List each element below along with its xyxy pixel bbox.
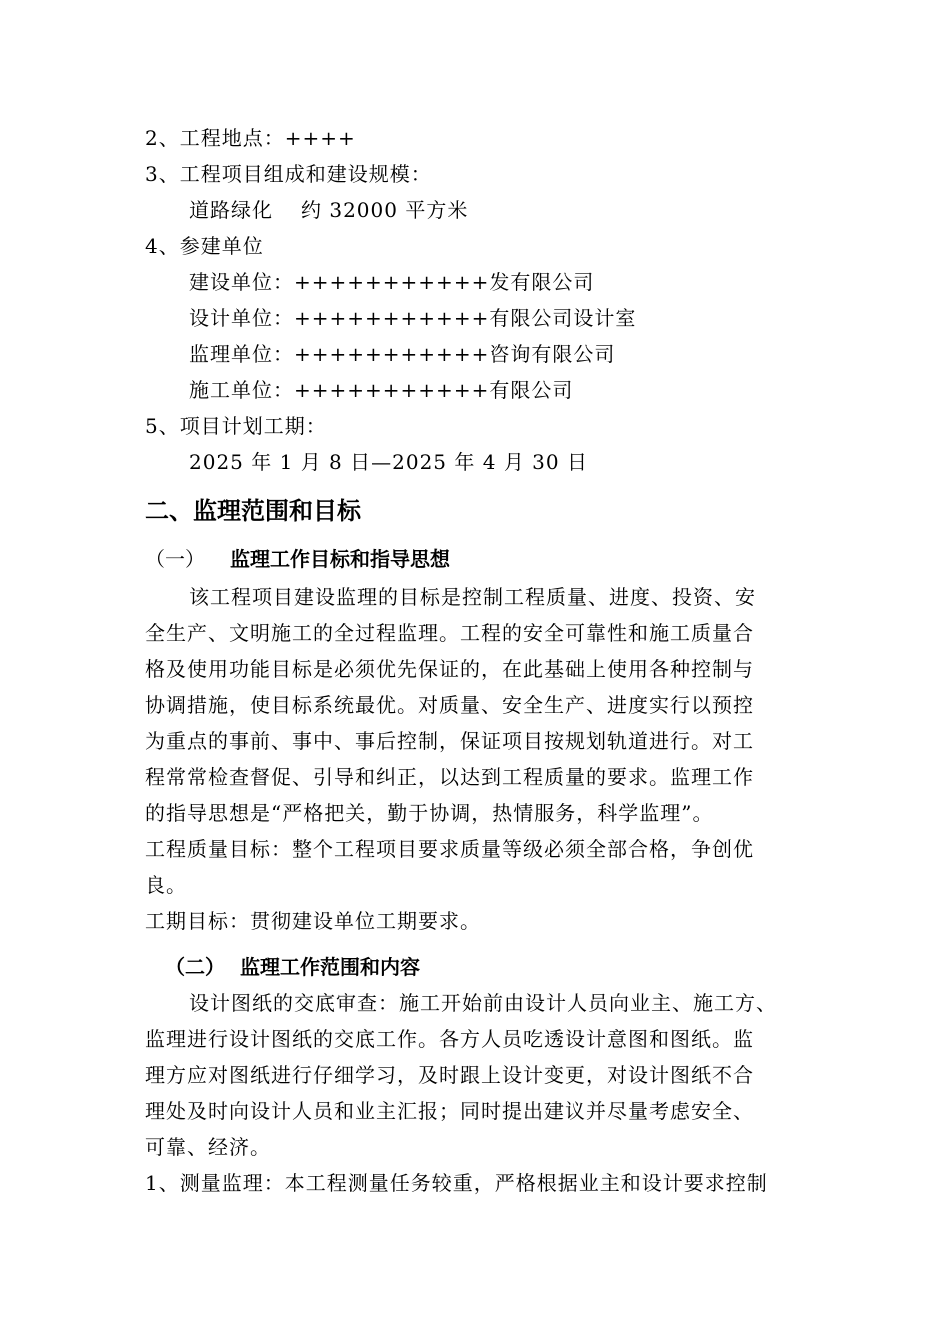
paragraph-line: 理处及时向设计人员和业主汇报；同时提出建议并尽量考虑安全、 — [145, 1099, 754, 1123]
subsection-marker-1: （一） — [145, 547, 205, 571]
paragraph-line: 的指导思想是“严格把关，勤于协调，热情服务，科学监理”。 — [145, 801, 714, 825]
scope-paragraph — [145, 990, 835, 1206]
paragraph-line: 全生产、文明施工的全过程监理。工程的安全可靠性和施工质量合 — [145, 621, 754, 645]
scale-item: 道路绿化 — [189, 198, 273, 222]
scale-value: 约 32000 平方米 — [301, 198, 469, 222]
project-location: 2、工程地点：++++ — [145, 126, 356, 150]
subsection-marker-2: （二） — [165, 955, 225, 979]
parties-title: 4、参建单位 — [145, 234, 264, 258]
subsection-title-1: 监理工作目标和指导思想 — [229, 547, 450, 571]
quality-goal-line: 工程质量目标：整个工程项目要求质量等级必须全部合格，争创优 — [145, 837, 754, 861]
paragraph-line: 为重点的事前、事中、事后控制，保证项目按规划轨道进行。对工 — [145, 729, 754, 753]
subsection-title-2: 监理工作范围和内容 — [239, 955, 420, 979]
design-unit: 设计单位：+++++++++++有限公司设计室 — [189, 306, 637, 330]
paragraph-line: 程常常检查督促、引导和纠正，以达到工程质量的要求。监理工作 — [145, 765, 754, 789]
schedule-title: 5、项目计划工期： — [145, 414, 327, 438]
schedule-value: 2025 年 1 月 8 日—2025 年 4 月 30 日 — [189, 450, 588, 474]
owner-unit: 建设单位：+++++++++++发有限公司 — [189, 270, 595, 294]
paragraph-line: 可靠、经济。 — [145, 1135, 271, 1159]
subsection-heading-1 — [145, 546, 450, 572]
quality-goal-line: 良。 — [145, 873, 187, 897]
paragraph-line: 该工程项目建设监理的目标是控制工程质量、进度、投资、安 — [189, 585, 756, 609]
construction-unit: 施工单位：+++++++++++有限公司 — [189, 378, 574, 402]
goals-paragraph — [145, 584, 810, 944]
project-composition-title: 3、工程项目组成和建设规模： — [145, 162, 432, 186]
survey-line: 1、测量监理：本工程测量任务较重，严格根据业主和设计要求控制 — [145, 1171, 768, 1195]
supervision-unit: 监理单位：+++++++++++咨询有限公司 — [189, 342, 616, 366]
paragraph-line: 理方应对图纸进行仔细学习，及时跟上设计变更，对设计图纸不合 — [145, 1063, 754, 1087]
section-heading: 二、监理范围和目标 — [145, 497, 361, 525]
subsection-heading-2 — [165, 954, 420, 980]
paragraph-line: 监理进行设计图纸的交底工作。各方人员吃透设计意图和图纸。监 — [145, 1027, 754, 1051]
paragraph-line: 设计图纸的交底审查：施工开始前由设计人员向业主、施工方、 — [189, 991, 777, 1015]
paragraph-line: 格及使用功能目标是必须优先保证的，在此基础上使用各种控制与 — [145, 657, 754, 681]
period-goal-line: 工期目标：贯彻建设单位工期要求。 — [145, 909, 481, 933]
paragraph-line: 协调措施，使目标系统最优。对质量、安全生产、进度实行以预控 — [145, 693, 754, 717]
project-scale — [189, 197, 468, 223]
